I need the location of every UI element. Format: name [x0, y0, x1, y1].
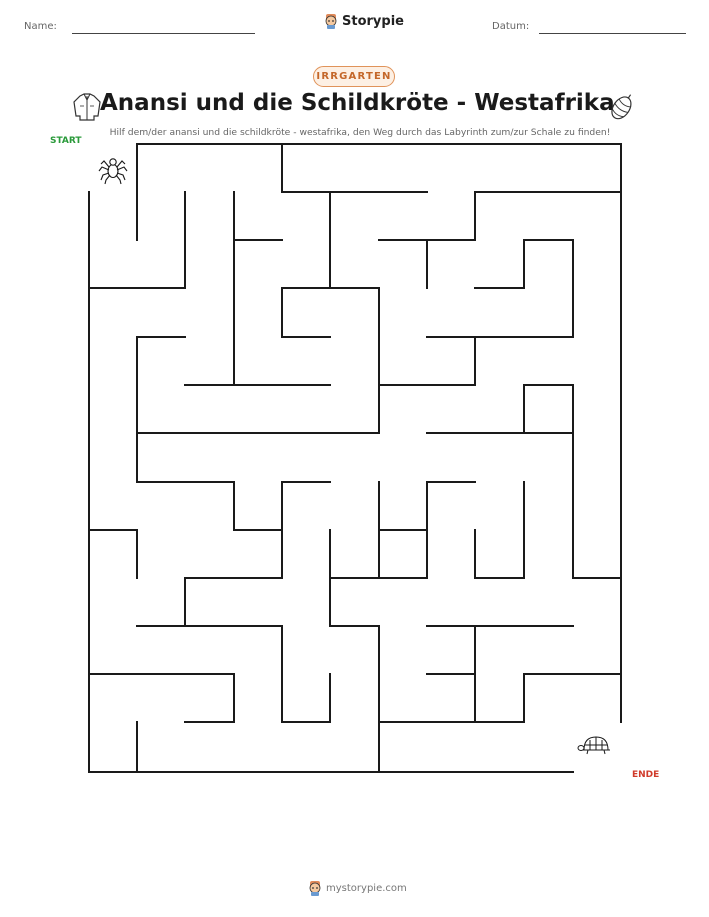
start-label: START — [50, 136, 82, 146]
footer-url[interactable]: mystorypie.com — [326, 882, 407, 894]
end-label: ENDE — [632, 770, 660, 780]
date-label: Datum: — [492, 21, 530, 32]
category-badge: IRRGARTEN — [313, 66, 395, 87]
turtle-icon — [578, 737, 610, 754]
footer — [308, 880, 407, 896]
maze-walls — [89, 144, 621, 772]
brand-name: Storypie — [342, 13, 404, 29]
instructions: Hilf dem/der anansi und die schildkröte - westafrika, den Weg durch das Labyrinth zum/zur Schale zu finden! — [109, 127, 611, 138]
page-title: Anansi und die Schildkröte - Westafrika — [100, 90, 615, 116]
storypie-mascot-icon — [308, 880, 322, 896]
spider-icon — [99, 159, 127, 184]
name-label: Name: — [24, 21, 57, 32]
